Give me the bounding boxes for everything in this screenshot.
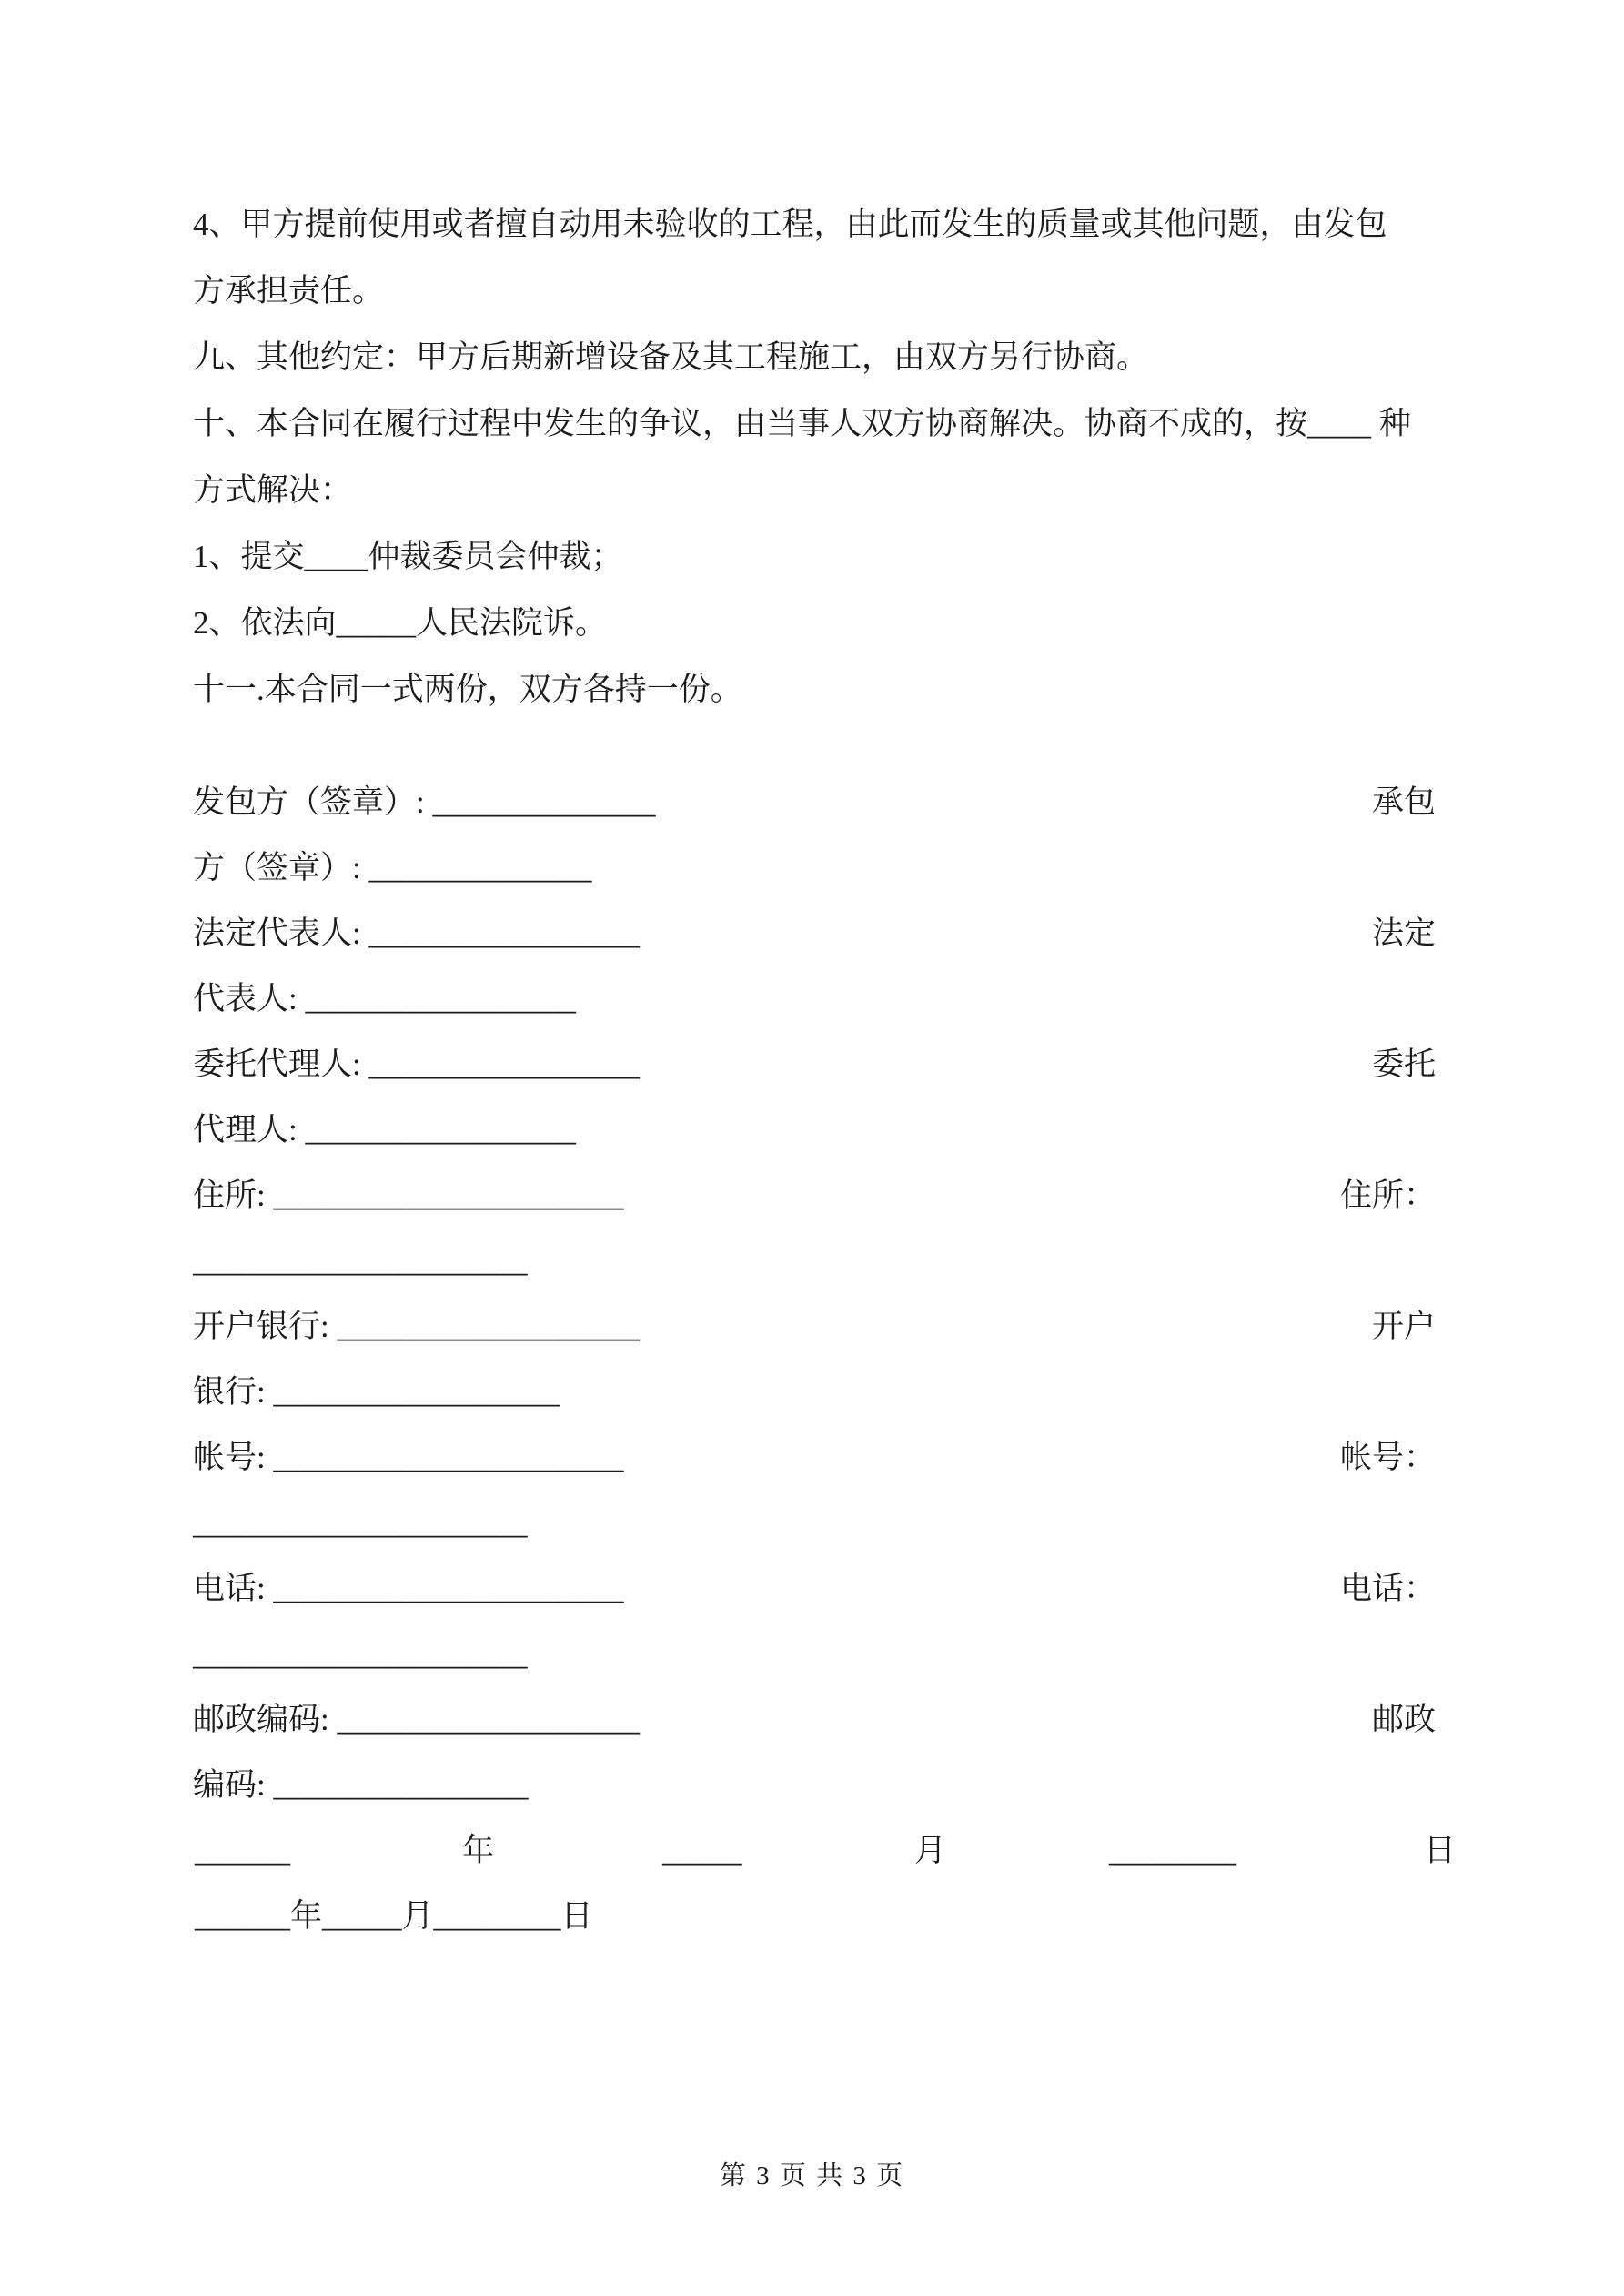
signature-label-right: 开户 [1371, 1309, 1436, 1344]
signature-row [193, 1425, 1436, 1491]
signature-row [193, 1622, 1436, 1687]
signature-row [193, 835, 1436, 901]
date-line-compact: ______年_____月________日 [195, 1898, 593, 1934]
date-month-label: 月 [914, 1833, 947, 1868]
signature-label-right: 法定 [1371, 915, 1436, 951]
date-blank: ________ [1109, 1833, 1236, 1868]
footer-page-number: 第 3 页 共 3 页 [719, 2161, 905, 2190]
section-gap [193, 723, 1436, 770]
signature-label-left: 住所: ______________________ [193, 1178, 624, 1213]
contract-line: 九、其他约定：甲方后期新增设备及其工程施工，由双方另行协商。 [193, 339, 1149, 375]
contract-line: 2、依法向_____人民法院诉。 [193, 605, 608, 641]
blank-underline: _____________________ [193, 1505, 528, 1541]
signature-label-left: 委托代理人: _________________ [193, 1047, 640, 1082]
signature-label-left: 代表人: _________________ [193, 981, 576, 1017]
blank-underline: _____________________ [193, 1243, 528, 1279]
blank-underline: _____________________ [193, 1636, 528, 1672]
contract-content [193, 191, 1457, 1949]
signature-row [193, 1097, 1436, 1163]
contract-line: 十一.本合同一式两份，双方各持一份。 [193, 672, 742, 707]
signature-row [193, 1032, 1436, 1097]
signature-row [193, 901, 1436, 966]
signature-label-right: 帐号： [1339, 1440, 1436, 1475]
signature-row [193, 1556, 1436, 1622]
signature-label-left: 邮政编码: ___________________ [193, 1702, 640, 1737]
signature-label-left: 编码: ________________ [193, 1767, 529, 1803]
contract-line: 方承担责任。 [193, 273, 385, 308]
signature-row [193, 1163, 1436, 1229]
signature-label-right: 电话： [1339, 1571, 1436, 1606]
date-day-label: 日 [1424, 1833, 1457, 1868]
contract-line: 4、甲方提前使用或者擅自动用未验收的工程，由此而发生的质量或其他问题，由发包 [193, 207, 1387, 242]
signature-label-left: 电话: ______________________ [193, 1571, 624, 1606]
signature-row [193, 1687, 1436, 1753]
signature-label-left: 代理人: _________________ [193, 1112, 576, 1148]
date-year-label: 年 [462, 1833, 495, 1868]
contract-line: 十、本合同在履行过程中发生的争议，由当事人双方协商解决。协商不成的，按____ 种 [193, 406, 1411, 441]
signature-row [193, 966, 1436, 1032]
signature-label-left: 方（签章）: ______________ [193, 850, 592, 885]
signature-row [193, 1360, 1436, 1425]
signature-label-right: 委托 [1371, 1047, 1436, 1082]
signature-label-left: 发包方（签章）: ______________ [193, 784, 656, 820]
contract-line: 方式解决： [193, 472, 353, 508]
date-blank: ______ [195, 1833, 290, 1868]
signature-row [193, 770, 1436, 835]
signature-label-right: 邮政 [1371, 1702, 1436, 1737]
signature-label-left: 法定代表人: _________________ [193, 915, 640, 951]
signature-row [193, 1229, 1436, 1294]
signature-label-right: 住所： [1339, 1178, 1436, 1213]
date-line-spread [193, 1818, 1457, 1884]
signature-row [193, 1491, 1436, 1556]
contract-line: 1、提交____仲裁委员会仲裁； [193, 539, 623, 574]
date-blank: _____ [662, 1833, 742, 1868]
signature-label-left: 帐号: ______________________ [193, 1440, 624, 1475]
signature-row [193, 1294, 1436, 1360]
signature-label-right: 承包 [1371, 784, 1436, 820]
signature-label-left: 开户银行: ___________________ [193, 1309, 640, 1344]
signature-row [193, 1753, 1436, 1818]
signature-label-left: 银行: __________________ [193, 1374, 560, 1410]
